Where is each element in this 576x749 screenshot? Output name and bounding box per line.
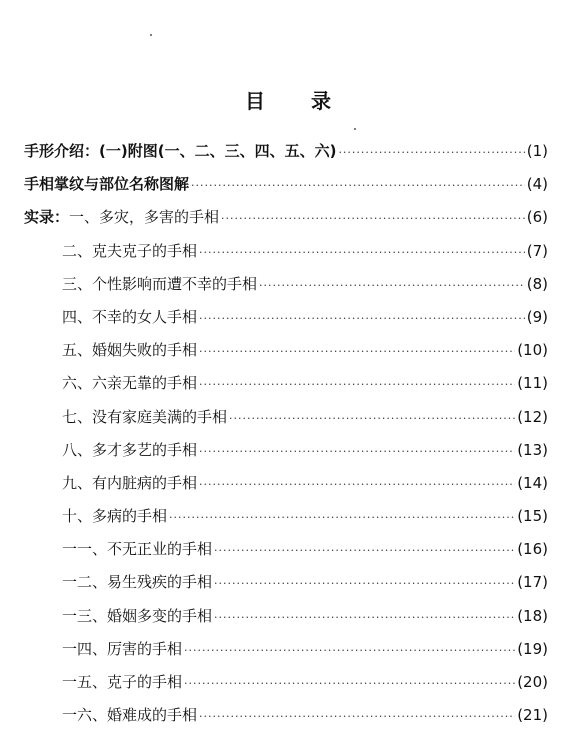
- toc-entry-page: (11): [517, 374, 548, 393]
- toc-entry-title: 一三、婚姻多变的手相: [62, 606, 213, 625]
- toc-entry[interactable]: [24, 472, 548, 505]
- toc-entry[interactable]: [24, 538, 548, 571]
- scan-speck: [150, 34, 152, 36]
- page-title: [0, 85, 576, 114]
- dot-leader: [229, 412, 515, 425]
- toc-entry[interactable]: [24, 306, 548, 339]
- dot-leader: [184, 644, 515, 657]
- dot-leader: [199, 710, 515, 723]
- toc-entry[interactable]: [24, 605, 548, 638]
- toc-entry[interactable]: [24, 505, 548, 538]
- toc-entry-title: 六、六亲无靠的手相: [62, 374, 198, 393]
- toc-entry-title: 一二、易生残疾的手相: [62, 573, 213, 592]
- toc-entry-title: 八、多才多艺的手相: [62, 440, 198, 459]
- toc-entry-page: (19): [517, 639, 548, 658]
- dot-leader: [199, 445, 515, 458]
- dot-leader: [214, 544, 515, 557]
- dot-leader: [169, 511, 515, 524]
- toc-entry-page: (13): [517, 440, 548, 459]
- toc-entry-page: (15): [517, 507, 548, 526]
- toc-entry[interactable]: [24, 140, 548, 173]
- toc-entry-title: 二、克夫克子的手相: [62, 241, 198, 260]
- dot-leader: [191, 179, 525, 192]
- toc-entry-title: 一四、厉害的手相: [62, 639, 183, 658]
- toc-entry-title: 一、多灾，多害的手相: [69, 208, 220, 227]
- toc-entry-page: (7): [526, 241, 548, 260]
- toc-entry-title: 三、个性影响而遭不幸的手相: [62, 274, 258, 293]
- dot-leader: [199, 378, 515, 391]
- dot-leader: [199, 345, 515, 358]
- toc-entry-page: (10): [517, 341, 548, 360]
- toc-entry[interactable]: [24, 240, 548, 273]
- table-of-contents: [24, 140, 548, 737]
- toc-entry-page: (21): [517, 706, 548, 725]
- toc-entry-page: (12): [517, 407, 548, 426]
- toc-entry[interactable]: [24, 439, 548, 472]
- toc-entry-title: 九、有内脏病的手相: [62, 473, 198, 492]
- toc-entry-title: 十、多病的手相: [62, 507, 168, 526]
- toc-entry[interactable]: [24, 638, 548, 671]
- toc-entry-title: 七、没有家庭美满的手相: [62, 407, 228, 426]
- toc-entry-title: 一一、不无正业的手相: [62, 540, 213, 559]
- toc-entry-page: (16): [517, 540, 548, 559]
- toc-entry-page: (17): [517, 573, 548, 592]
- toc-entry[interactable]: [24, 273, 548, 306]
- toc-entry-title: 四、不幸的女人手相: [62, 307, 198, 326]
- toc-entry-page: (6): [526, 208, 548, 227]
- toc-entry-page: (20): [517, 673, 548, 691]
- toc-entry-title: 一五、克子的手相: [62, 673, 183, 691]
- toc-entry[interactable]: [24, 671, 548, 704]
- toc-entry[interactable]: [24, 339, 548, 372]
- dot-leader: [214, 611, 515, 624]
- toc-entry-title: 手形介绍：(一)附图(一、二、三、四、五、六): [24, 142, 337, 160]
- toc-entry-title: 手相掌纹与部位名称图解: [24, 175, 190, 194]
- toc-entry-title-group: [24, 206, 219, 227]
- dot-leader: [259, 279, 525, 292]
- toc-entry-title: 五、婚姻失败的手相: [62, 341, 198, 360]
- dot-leader: [338, 146, 524, 159]
- toc-entry[interactable]: [24, 173, 548, 206]
- dot-leader: [199, 312, 525, 325]
- section-prefix: 实录：: [24, 208, 70, 227]
- toc-entry-page: (4): [526, 175, 548, 194]
- toc-entry-page: (14): [517, 473, 548, 492]
- toc-entry-page: (8): [526, 274, 548, 293]
- page-title-char-1: 目: [245, 89, 265, 113]
- toc-entry[interactable]: [24, 704, 548, 737]
- dot-leader: [184, 677, 515, 690]
- dot-leader: [199, 246, 525, 259]
- toc-entry[interactable]: [24, 571, 548, 604]
- page-title-char-2: 录: [311, 89, 331, 113]
- toc-entry-title: 一六、婚难成的手相: [62, 706, 198, 725]
- toc-entry[interactable]: [24, 372, 548, 405]
- toc-entry-page: (18): [517, 606, 548, 625]
- toc-entry-page: (9): [526, 307, 548, 326]
- toc-entry[interactable]: [24, 406, 548, 439]
- toc-entry-page: (1): [526, 142, 548, 160]
- dot-leader: [199, 478, 515, 491]
- toc-entry[interactable]: [24, 206, 548, 239]
- scan-speck: [354, 128, 356, 130]
- dot-leader: [214, 577, 515, 590]
- dot-leader: [221, 212, 525, 225]
